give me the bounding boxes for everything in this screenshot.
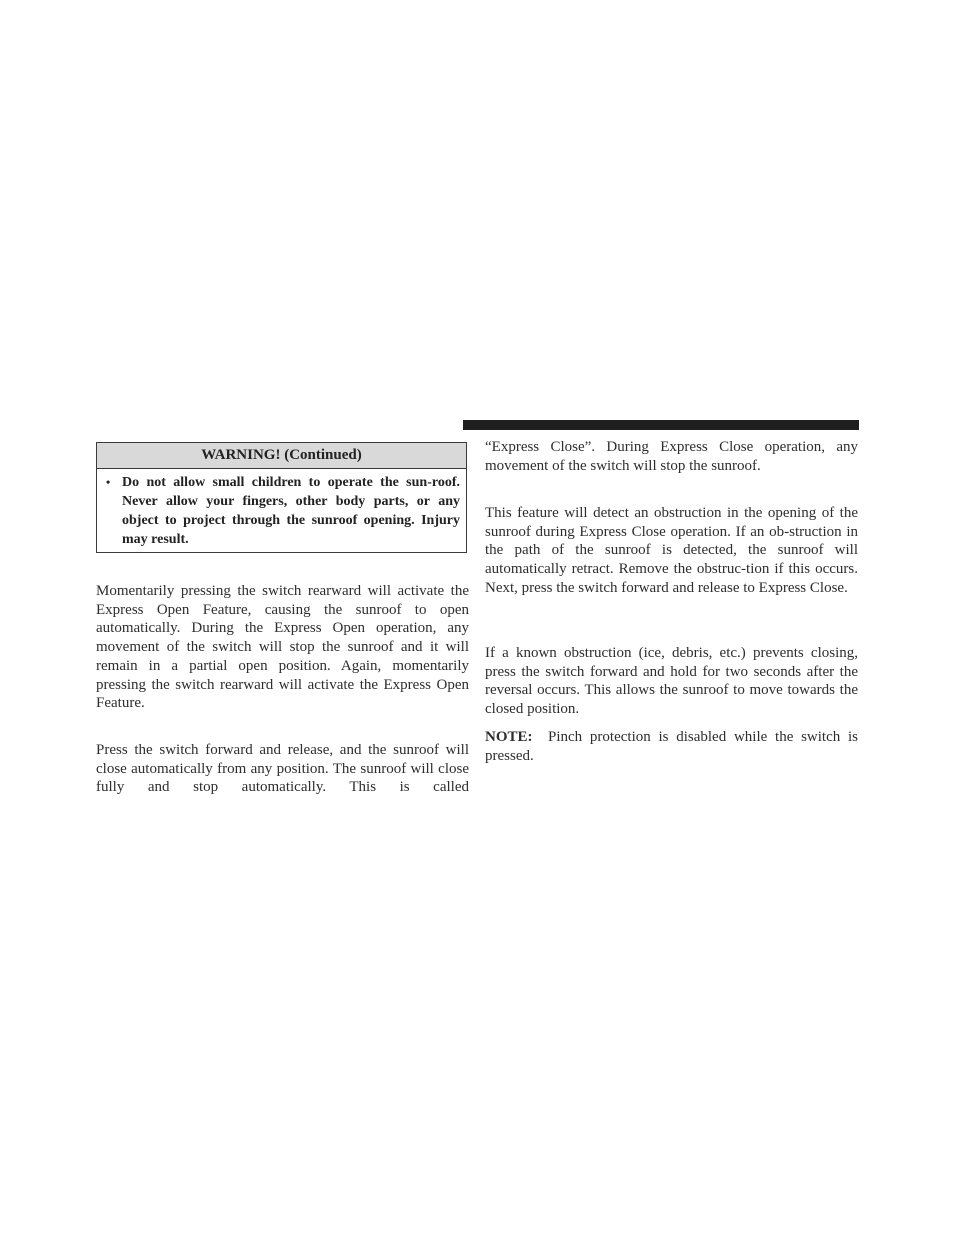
warning-box <box>96 442 467 553</box>
pinch-protect-paragraph: This feature will detect an obstruction in the opening of the sunroof during Express Close operation. If an ob-struction in the path of the sunroof is detected, the sunroof will automatically retract. Remove the obstruc-tion if this occurs. Next, press the switch forward and release to Express Close. <box>485 505 858 596</box>
express-close-continued-paragraph: “Express Close”. During Express Close operation, any movement of the switch will stop the sunroof. <box>485 439 858 474</box>
warning-item <box>97 469 466 549</box>
express-open-paragraph: Momentarily pressing the switch rearward will activate the Express Open Feature, causing the sunroof to open automatically. During the Express Open operation, any movement of the switch will stop the sunroof and it will remain in a partial open position. Again, momentarily pressing the switch rearward will activate the Express Open Feature. <box>96 583 469 712</box>
bullet-icon: • <box>106 475 111 489</box>
note-paragraph <box>485 728 858 765</box>
express-close-paragraph: Press the switch forward and release, and the sunroof will close automatically from any position. The sunroof will close fully and stop automatically. This is called <box>96 742 469 796</box>
section-rule <box>463 420 859 430</box>
note-label: NOTE: <box>485 729 533 745</box>
warning-text: Do not allow small children to operate the sun-roof. Never allow your fingers, other body parts, or any object to project through the sunroof opening. Injury may result. <box>122 475 460 547</box>
note-text: Pinch protection is disabled while the switch is pressed. <box>485 729 859 764</box>
pinch-override-paragraph: If a known obstruction (ice, debris, etc.) prevents closing, press the switch forward and hold for two seconds after the reversal occurs. This allows the sunroof to move towards the closed position. <box>485 645 858 718</box>
warning-title: WARNING! (Continued) <box>97 443 466 469</box>
